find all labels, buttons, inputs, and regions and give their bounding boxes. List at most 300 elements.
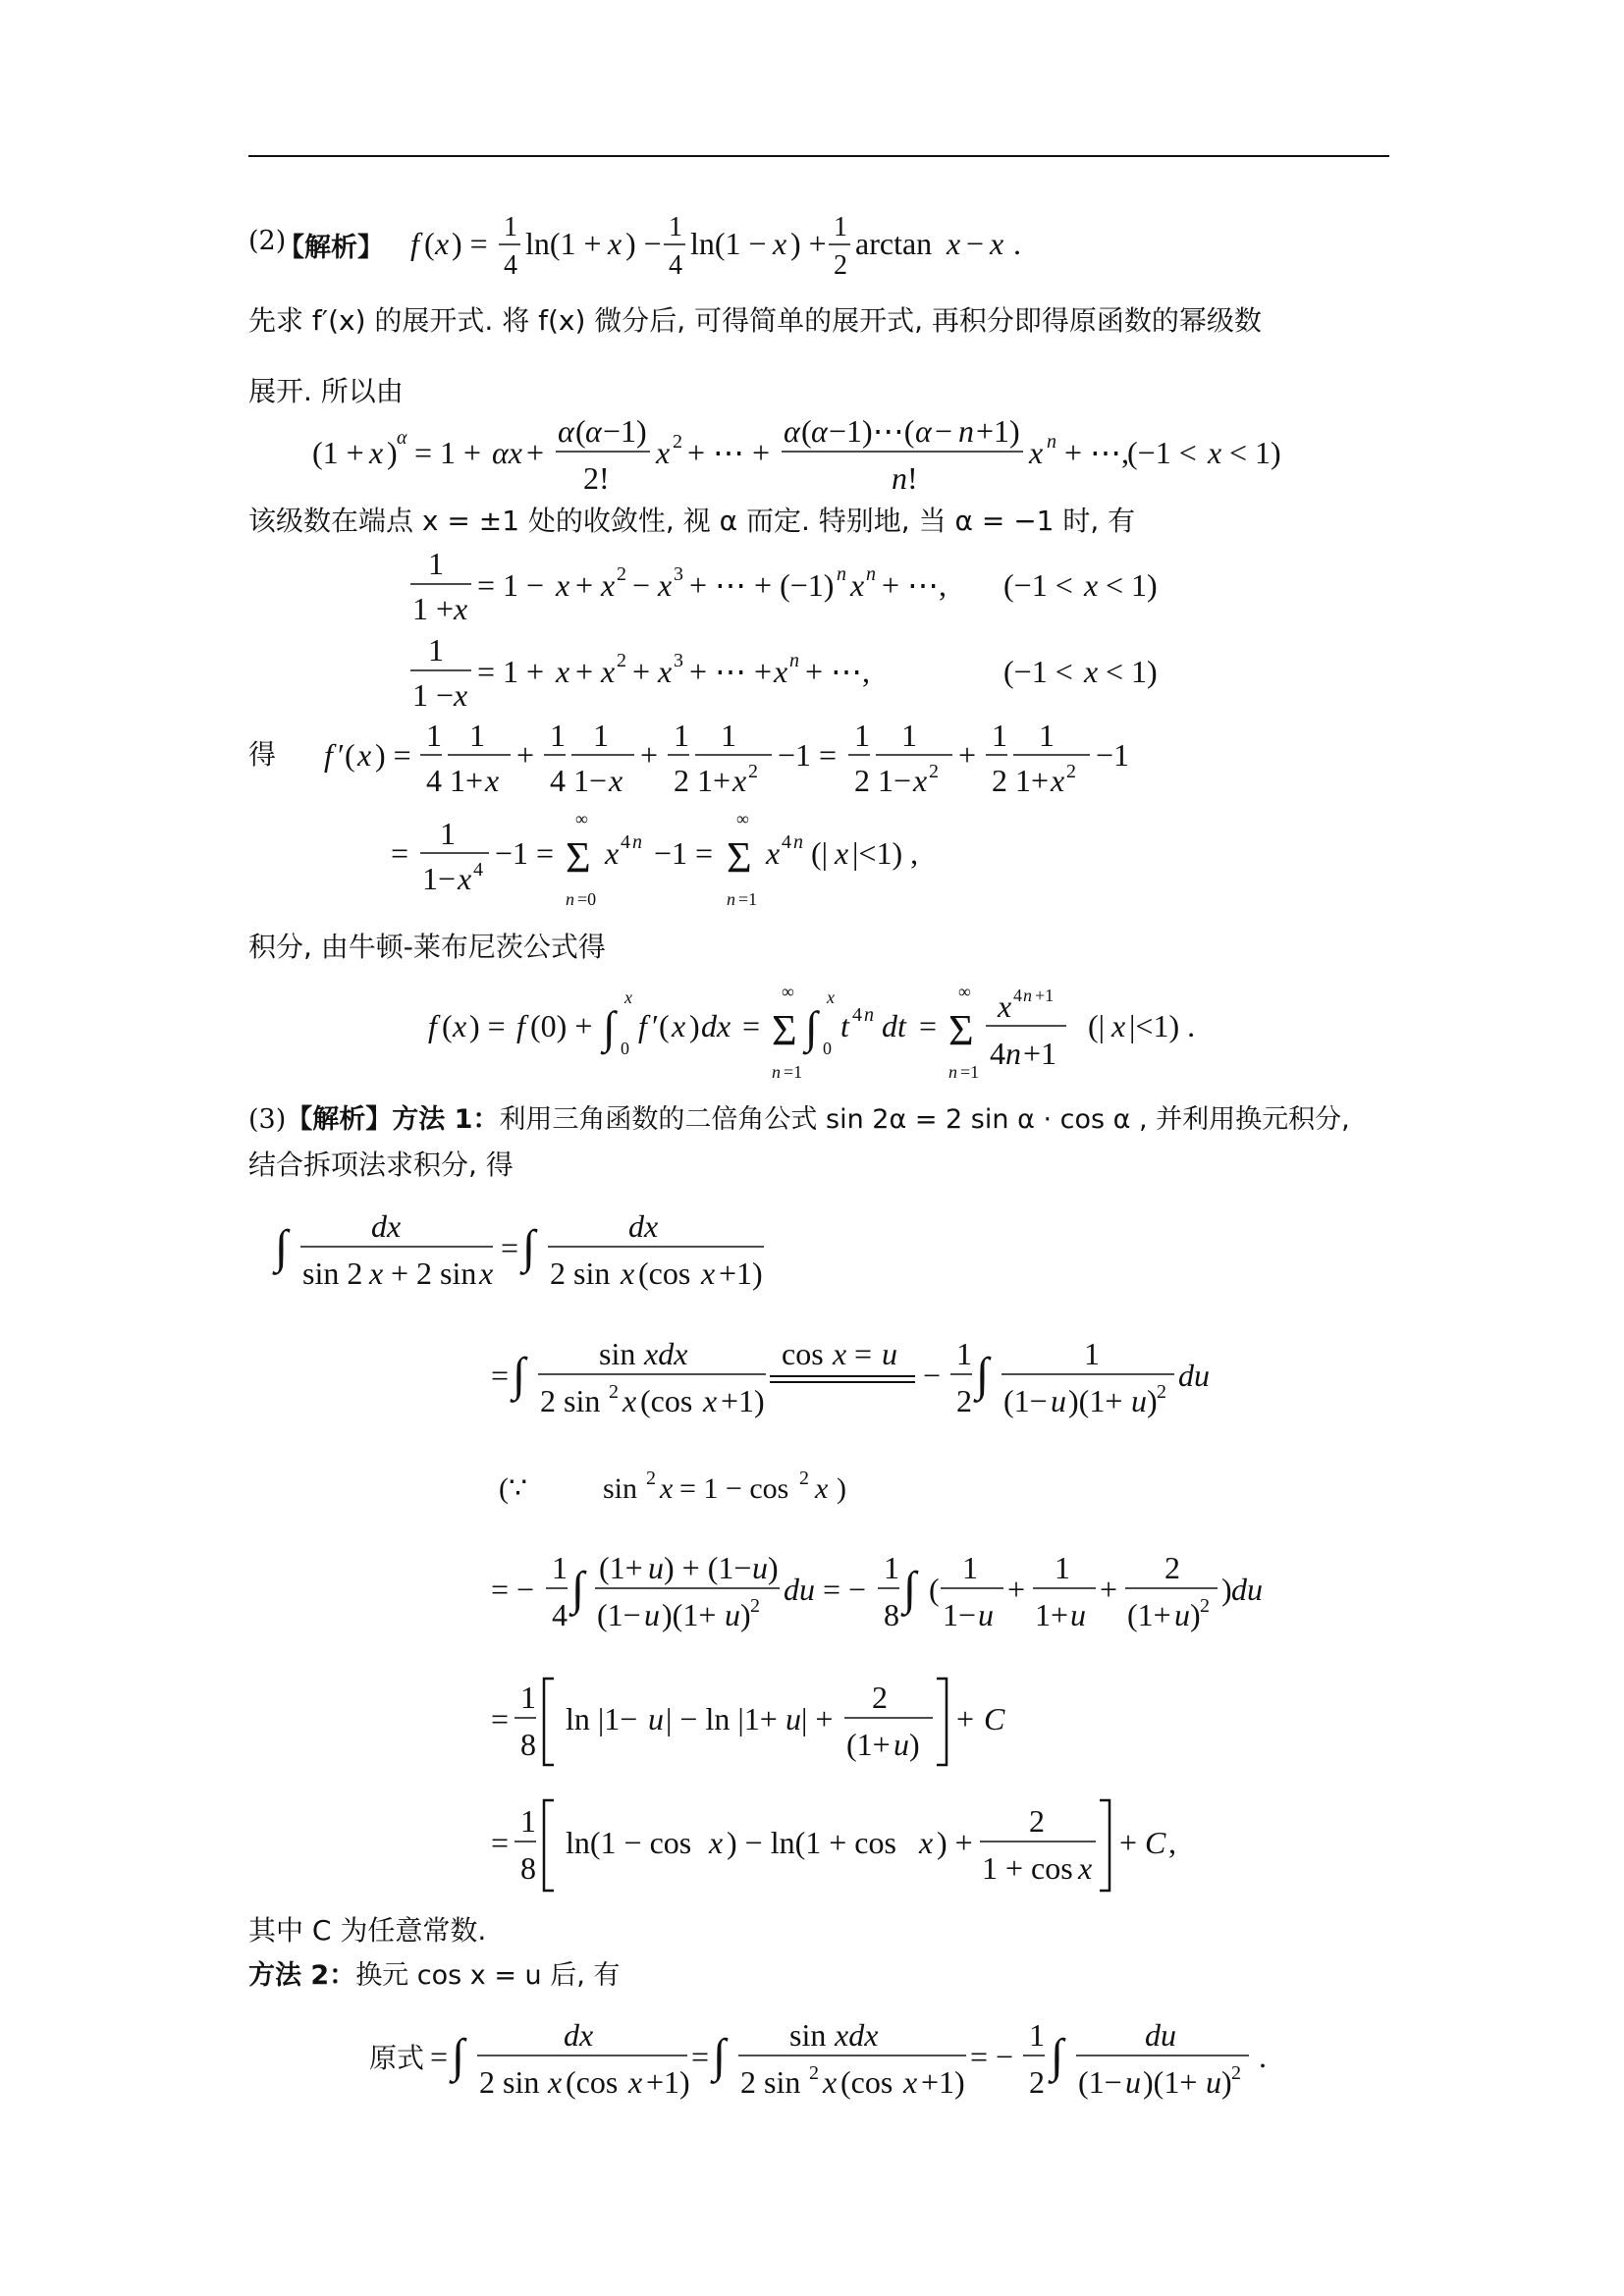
svg-text:n: n xyxy=(727,889,735,909)
svg-text:=: = xyxy=(691,2039,710,2074)
f-definition xyxy=(410,208,1294,287)
method1-text: 利用三角函数的二倍角公式 sin 2α = 2 sin α · cos α , 并利用换元积分, xyxy=(499,1104,1350,1135)
part2-tag: (2) xyxy=(248,226,287,256)
convergence-note: 该级数在端点 x = ±1 处的收敛性, 视 α 而定. 特别地, 当 α = −1 时, 有 xyxy=(248,505,1136,537)
svg-text:x: x xyxy=(1111,1008,1126,1043)
svg-text:x: x xyxy=(709,1825,724,1860)
svg-text:): ) xyxy=(387,435,398,470)
svg-text:2 sin: 2 sin xyxy=(540,1383,601,1418)
svg-text:−: − xyxy=(966,226,985,261)
svg-text:x: x xyxy=(823,2064,838,2100)
svg-text:du: du xyxy=(1231,1572,1263,1607)
svg-text:2: 2 xyxy=(1029,1803,1045,1839)
svg-text:x: x xyxy=(656,435,671,470)
integrate-line: 积分, 由牛顿-莱布尼茨公式得 xyxy=(248,931,606,963)
fprime-line2 xyxy=(391,811,980,923)
svg-text:2 sin: 2 sin xyxy=(740,2064,801,2100)
svg-text:n: n xyxy=(1005,1036,1021,1071)
svg-text:1−: 1− xyxy=(878,763,912,798)
svg-text:∫: ∫ xyxy=(1051,2030,1064,2082)
svg-text:ln |1−: ln |1− xyxy=(566,1701,638,1736)
svg-text:1: 1 xyxy=(669,212,682,242)
svg-text:+1): +1) xyxy=(646,2064,690,2100)
svg-text:) + (1−: ) + (1− xyxy=(664,1550,752,1585)
svg-text:+1): +1) xyxy=(721,1383,765,1418)
svg-text:2!: 2! xyxy=(583,460,610,496)
svg-text:n: n xyxy=(772,1062,781,1082)
svg-text:3: 3 xyxy=(674,650,683,671)
series-1-over-1-minus-x xyxy=(410,631,1176,718)
step4 xyxy=(491,1675,1041,1773)
svg-text:x: x xyxy=(815,1472,829,1505)
svg-text:(cos: (cos xyxy=(566,2064,619,2100)
svg-text:3: 3 xyxy=(674,563,683,585)
svg-text:1: 1 xyxy=(1055,1550,1070,1585)
svg-text:f: f xyxy=(410,226,419,261)
svg-text:) =: ) = xyxy=(375,737,411,773)
svg-text:+: + xyxy=(526,435,545,470)
svg-text:(: ( xyxy=(575,413,586,449)
svg-text:2: 2 xyxy=(1200,1595,1210,1617)
svg-text:4: 4 xyxy=(504,250,517,281)
svg-text:α: α xyxy=(558,413,574,449)
svg-text:2: 2 xyxy=(748,761,758,782)
svg-text:dx: dx xyxy=(371,1208,402,1244)
svg-text:= −: = − xyxy=(970,2039,1014,2074)
svg-text:du: du xyxy=(1145,2017,1176,2053)
svg-text:(|: (| xyxy=(1088,1008,1106,1043)
svg-text:2: 2 xyxy=(674,763,689,798)
fprime-line1 xyxy=(324,715,1168,807)
svg-text:1: 1 xyxy=(1029,2017,1045,2053)
svg-text:+ ⋯,: + ⋯, xyxy=(805,654,871,689)
svg-text:ln(1 +: ln(1 + xyxy=(525,226,602,261)
svg-text:Σ: Σ xyxy=(772,1006,797,1054)
svg-text:xdx: xdx xyxy=(835,2017,879,2053)
svg-text:u: u xyxy=(1131,1383,1147,1418)
header-rule xyxy=(248,155,1389,157)
svg-text:(−1 <: (−1 < xyxy=(1003,567,1073,603)
svg-text:+ ⋯,: + ⋯, xyxy=(1064,435,1130,470)
svg-text:(1−: (1− xyxy=(1078,2064,1122,2100)
svg-text:)(1+: )(1+ xyxy=(1068,1383,1123,1418)
svg-text:x: x xyxy=(548,2064,563,2100)
svg-text:= 1 +: = 1 + xyxy=(477,654,545,689)
para1: 先求 f′(x) 的展开式. 将 f(x) 微分后, 可得简单的展开式, 再积分即得原函数的幂级数 xyxy=(248,304,1262,337)
svg-text:x: x xyxy=(454,591,468,626)
svg-text:x: x xyxy=(609,763,623,798)
svg-text:)(1+: )(1+ xyxy=(662,1597,717,1632)
svg-text:4: 4 xyxy=(669,250,682,281)
svg-text:2: 2 xyxy=(992,763,1007,798)
svg-text:x: x xyxy=(833,1336,847,1371)
svg-text:=1: =1 xyxy=(738,889,758,909)
svg-text:u: u xyxy=(1070,1597,1086,1632)
svg-text:x: x xyxy=(623,1383,637,1418)
svg-text:n: n xyxy=(866,563,876,585)
svg-text:2: 2 xyxy=(646,1468,656,1489)
svg-text:1: 1 xyxy=(1084,1336,1100,1371)
svg-text:2: 2 xyxy=(809,2062,819,2084)
svg-text:+: + xyxy=(958,737,977,773)
svg-text:u: u xyxy=(725,1597,740,1632)
svg-text:1: 1 xyxy=(992,718,1007,753)
svg-text:+ 2 sin: + 2 sin xyxy=(391,1255,477,1291)
svg-text:1+: 1+ xyxy=(1035,1597,1069,1632)
svg-text:u: u xyxy=(785,1701,801,1736)
svg-text:x: x xyxy=(458,861,472,896)
svg-text:2: 2 xyxy=(872,1680,888,1715)
svg-text:2: 2 xyxy=(673,431,682,453)
svg-text:−: − xyxy=(923,1358,942,1393)
svg-text:4: 4 xyxy=(782,831,791,853)
svg-text:n: n xyxy=(958,413,974,449)
part2-header: 【解析】 xyxy=(278,233,384,263)
svg-text:(: ( xyxy=(929,1572,940,1607)
svg-text:= 1 − cos: = 1 − cos xyxy=(679,1472,789,1505)
svg-text:x: x xyxy=(485,763,500,798)
svg-text:x: x xyxy=(608,226,623,261)
svg-text:2: 2 xyxy=(929,761,939,782)
svg-text:Σ: Σ xyxy=(566,833,591,881)
svg-text:=: = xyxy=(491,1701,510,1736)
svg-text:+ ⋯,: + ⋯, xyxy=(882,567,947,603)
svg-text:(1+: (1+ xyxy=(1127,1597,1171,1632)
de-label: 得 xyxy=(248,738,277,771)
svg-text:1: 1 xyxy=(428,632,444,667)
svg-text:+1: +1 xyxy=(1035,986,1055,1005)
step1 xyxy=(275,1205,785,1298)
svg-text:arctan: arctan xyxy=(855,226,933,261)
svg-text:2: 2 xyxy=(1164,1550,1180,1585)
svg-text:(|: (| xyxy=(811,835,829,871)
svg-text:=1: =1 xyxy=(960,1062,980,1082)
svg-text:2: 2 xyxy=(1029,2064,1045,2100)
svg-text:f: f xyxy=(638,1008,647,1043)
svg-text:=: = xyxy=(742,1008,761,1043)
svg-text:+: + xyxy=(575,567,594,603)
svg-text:|<1) ,: |<1) , xyxy=(852,835,919,871)
svg-text:αx: αx xyxy=(492,435,522,470)
method2-label: 方法 2： xyxy=(248,1960,356,1991)
svg-text:+1): +1) xyxy=(719,1255,763,1291)
svg-text:1+: 1+ xyxy=(1015,763,1050,798)
svg-text:sin: sin xyxy=(603,1472,638,1505)
svg-text:dx: dx xyxy=(628,1208,659,1244)
svg-text:x: x xyxy=(624,988,632,1007)
step5 xyxy=(491,1796,1178,1898)
svg-text:1−: 1− xyxy=(573,763,608,798)
svg-text:4: 4 xyxy=(552,1597,568,1632)
svg-text:): ) xyxy=(1221,2064,1232,2100)
svg-text:x: x xyxy=(732,763,747,798)
step2 xyxy=(491,1331,1237,1429)
svg-text:x: x xyxy=(990,226,1004,261)
svg-text:=: = xyxy=(854,1336,873,1371)
svg-text:α: α xyxy=(585,413,602,449)
svg-text:∞: ∞ xyxy=(736,809,749,828)
svg-text:α: α xyxy=(811,413,828,449)
svg-text:x: x xyxy=(903,2064,918,2100)
svg-text:∫: ∫ xyxy=(522,1221,536,1273)
svg-text:4: 4 xyxy=(990,1036,1005,1071)
svg-text:n: n xyxy=(1023,986,1032,1005)
svg-text:): ) xyxy=(689,1008,700,1043)
svg-text:ln(1 −: ln(1 − xyxy=(690,226,767,261)
svg-text:∫: ∫ xyxy=(805,1002,818,1052)
series-1-over-1-plus-x xyxy=(410,545,1176,631)
svg-text:+ ⋯ + (−1): + ⋯ + (−1) xyxy=(689,567,835,603)
svg-text:∞: ∞ xyxy=(958,982,971,1001)
method2-text: 换元 cos x = u 后, 有 xyxy=(355,1960,621,1991)
svg-text:+: + xyxy=(516,737,535,773)
part3-header: 【解析】 xyxy=(286,1104,393,1135)
svg-text:= −: = − xyxy=(823,1572,867,1607)
integration-result xyxy=(428,984,1233,1095)
svg-text:u: u xyxy=(644,1597,660,1632)
svg-text:=: = xyxy=(491,1358,510,1393)
svg-text:+: + xyxy=(956,1701,975,1736)
svg-text:−1)⋯(: −1)⋯( xyxy=(829,413,915,449)
svg-text:(1−: (1− xyxy=(597,1597,641,1632)
svg-text:2: 2 xyxy=(956,1383,972,1418)
svg-text:u: u xyxy=(882,1336,897,1371)
svg-text:= 1 −: = 1 − xyxy=(477,567,545,603)
method1-label: 方法 1： xyxy=(392,1104,500,1135)
svg-text:2: 2 xyxy=(1066,761,1076,782)
svg-text:x: x xyxy=(827,988,835,1007)
svg-text:∫: ∫ xyxy=(513,1349,526,1401)
svg-text:+: + xyxy=(640,737,659,773)
svg-text:n: n xyxy=(632,831,642,853)
svg-text:x: x xyxy=(913,763,928,798)
svg-text:n: n xyxy=(566,889,574,909)
svg-text:2: 2 xyxy=(1157,1381,1166,1403)
svg-text:): ) xyxy=(837,1472,846,1505)
svg-text:x: x xyxy=(369,1255,384,1291)
svg-text:+: + xyxy=(1007,1572,1026,1607)
svg-text:x: x xyxy=(435,226,450,261)
svg-text:x: x xyxy=(672,1008,686,1043)
svg-text:Σ: Σ xyxy=(727,833,752,881)
svg-text:!: ! xyxy=(907,460,918,496)
svg-text:x: x xyxy=(773,226,787,261)
svg-text:2: 2 xyxy=(834,250,847,281)
svg-text:∫: ∫ xyxy=(571,1563,585,1615)
svg-text:2 sin: 2 sin xyxy=(479,2064,540,2100)
svg-text:n: n xyxy=(837,563,846,585)
svg-text:1: 1 xyxy=(1039,718,1055,753)
svg-text:x: x xyxy=(628,2064,643,2100)
svg-text:1: 1 xyxy=(721,718,736,753)
svg-text:x: x xyxy=(453,1008,467,1043)
svg-text:x: x xyxy=(998,988,1012,1024)
svg-text:): ) xyxy=(740,1597,751,1632)
svg-text:x: x xyxy=(766,835,781,871)
svg-text:∫: ∫ xyxy=(452,2030,465,2082)
svg-text:1: 1 xyxy=(901,718,917,753)
svg-text:=: = xyxy=(430,2039,449,2074)
svg-text:): ) xyxy=(1190,1597,1201,1632)
svg-text:x: x xyxy=(658,567,673,603)
svg-text:u: u xyxy=(1125,2064,1141,2100)
svg-text:dx: dx xyxy=(564,2017,594,2053)
svg-text:x: x xyxy=(479,1255,494,1291)
svg-text:1: 1 xyxy=(956,1336,972,1371)
svg-text:C: C xyxy=(984,1701,1005,1736)
svg-text:2: 2 xyxy=(609,1381,619,1403)
svg-text:(: ( xyxy=(442,1008,453,1043)
svg-text:+: + xyxy=(632,654,651,689)
svg-text:) +: ) + xyxy=(790,226,827,261)
svg-text:x: x xyxy=(601,567,616,603)
svg-text:u: u xyxy=(1174,1597,1190,1632)
svg-text:1: 1 xyxy=(674,718,689,753)
svg-text:) +: ) + xyxy=(937,1825,973,1860)
svg-text:u: u xyxy=(752,1550,768,1585)
svg-text:1: 1 xyxy=(426,718,442,753)
svg-text:1: 1 xyxy=(469,718,485,753)
svg-text:(1+: (1+ xyxy=(599,1550,643,1585)
svg-text:1: 1 xyxy=(550,718,566,753)
svg-text:1: 1 xyxy=(428,546,444,581)
svg-text:2: 2 xyxy=(854,763,870,798)
svg-text:=1: =1 xyxy=(784,1062,803,1082)
svg-text:(−1 <: (−1 < xyxy=(1003,654,1073,689)
svg-text:) =: ) = xyxy=(469,1008,506,1043)
svg-text:x: x xyxy=(1029,435,1044,470)
svg-text:1−: 1− xyxy=(422,861,457,896)
const-note: 其中 C 为任意常数. xyxy=(248,1914,487,1947)
svg-text:1 +: 1 + xyxy=(412,591,455,626)
svg-text:x: x xyxy=(658,654,673,689)
svg-text:ln(1 − cos: ln(1 − cos xyxy=(566,1825,692,1860)
svg-text:f: f xyxy=(516,1008,525,1043)
svg-text:1: 1 xyxy=(884,1550,899,1585)
svg-text:8: 8 xyxy=(520,1850,536,1886)
svg-text:0: 0 xyxy=(621,1039,629,1058)
svg-text:= −: = − xyxy=(491,1572,535,1607)
svg-text:.: . xyxy=(1013,226,1021,261)
svg-text:): ) xyxy=(909,1727,920,1762)
svg-text:cos: cos xyxy=(782,1336,824,1371)
svg-text:1: 1 xyxy=(834,212,847,242)
svg-text:2: 2 xyxy=(799,1468,809,1489)
svg-text:xdx: xdx xyxy=(644,1336,688,1371)
svg-text:x: x xyxy=(1208,435,1222,470)
svg-text:+1): +1) xyxy=(921,2064,965,2100)
svg-text:4: 4 xyxy=(1013,986,1022,1005)
svg-text:2: 2 xyxy=(750,1595,760,1617)
svg-text:(1 +: (1 + xyxy=(312,435,364,470)
svg-text:=: = xyxy=(919,1008,938,1043)
svg-text:sin: sin xyxy=(599,1336,636,1371)
svg-text:x: x xyxy=(601,654,616,689)
svg-text:sin: sin xyxy=(789,2017,827,2053)
method2-equation xyxy=(369,2012,1292,2110)
svg-text:u: u xyxy=(978,1597,994,1632)
svg-text:x: x xyxy=(850,567,865,603)
svg-text:=: = xyxy=(491,1825,510,1860)
svg-text:x: x xyxy=(454,677,468,713)
svg-text:+ ⋯ +: + ⋯ + xyxy=(687,435,771,470)
svg-text:′(: ′( xyxy=(338,737,355,773)
svg-text:−: − xyxy=(632,567,651,603)
svg-text:1: 1 xyxy=(520,1680,536,1715)
svg-text:∫: ∫ xyxy=(713,2030,727,2082)
svg-text:u: u xyxy=(1206,2064,1221,2100)
svg-text:(0) +: (0) + xyxy=(530,1008,593,1043)
svg-text:x: x xyxy=(774,654,788,689)
svg-text:=0: =0 xyxy=(577,889,597,909)
svg-text:−1 =: −1 = xyxy=(495,835,555,871)
svg-text:+1: +1 xyxy=(1023,1036,1057,1071)
svg-text:2: 2 xyxy=(617,650,626,671)
svg-text:−1 =: −1 = xyxy=(654,835,714,871)
svg-text:sin 2: sin 2 xyxy=(302,1255,363,1291)
svg-text:= 1 +: = 1 + xyxy=(414,435,482,470)
svg-text:| +: | + xyxy=(801,1701,834,1736)
svg-text:x: x xyxy=(369,435,384,470)
svg-text:< 1): < 1) xyxy=(1106,567,1158,603)
svg-text:+: + xyxy=(1100,1572,1118,1607)
part3-heading xyxy=(248,1103,1350,1137)
svg-text:x: x xyxy=(835,835,849,871)
svg-text:x: x xyxy=(1078,1850,1093,1886)
svg-text:u: u xyxy=(648,1701,664,1736)
svg-text:(−1 <: (−1 < xyxy=(1127,435,1197,470)
identity-note xyxy=(499,1468,892,1516)
svg-text:′(: ′( xyxy=(652,1008,670,1043)
svg-text:1: 1 xyxy=(854,718,870,753)
svg-text:Σ: Σ xyxy=(948,1006,974,1054)
svg-text:t: t xyxy=(840,1008,849,1043)
para2: 展开. 所以由 xyxy=(248,375,404,407)
svg-text:+: + xyxy=(1119,1825,1138,1860)
svg-text:4: 4 xyxy=(852,1004,862,1026)
svg-text:u: u xyxy=(893,1727,909,1762)
svg-text:|<1) .: |<1) . xyxy=(1129,1008,1196,1043)
svg-text:−1 =: −1 = xyxy=(778,737,838,773)
svg-text:): ) xyxy=(1221,1572,1232,1607)
svg-text:1: 1 xyxy=(593,718,609,753)
svg-text:∫: ∫ xyxy=(275,1221,289,1273)
svg-text:x: x xyxy=(701,1255,716,1291)
svg-text:dt: dt xyxy=(882,1008,906,1043)
svg-text:| − ln |1+: | − ln |1+ xyxy=(666,1701,778,1736)
binomial-expansion xyxy=(312,412,1333,505)
svg-text:原式: 原式 xyxy=(369,2042,425,2074)
svg-text:x: x xyxy=(556,654,570,689)
svg-text:x: x xyxy=(919,1825,934,1860)
step3 xyxy=(491,1545,1276,1643)
svg-text:=: = xyxy=(501,1230,519,1265)
svg-text:n: n xyxy=(892,460,907,496)
svg-text:1+: 1+ xyxy=(697,763,731,798)
svg-text:−: − xyxy=(935,413,953,449)
svg-text:x: x xyxy=(357,737,372,773)
svg-text:): ) xyxy=(1147,1383,1158,1418)
svg-text:α: α xyxy=(915,413,932,449)
svg-text:1: 1 xyxy=(962,1550,978,1585)
svg-text:du: du xyxy=(1178,1358,1210,1393)
svg-text:(∵: (∵ xyxy=(499,1472,528,1505)
svg-text:f: f xyxy=(428,1008,437,1043)
svg-text:−1): −1) xyxy=(603,413,647,449)
svg-text:) =: ) = xyxy=(452,226,488,261)
svg-text:1 + cos: 1 + cos xyxy=(982,1850,1073,1886)
svg-text:,: , xyxy=(1168,1825,1176,1860)
